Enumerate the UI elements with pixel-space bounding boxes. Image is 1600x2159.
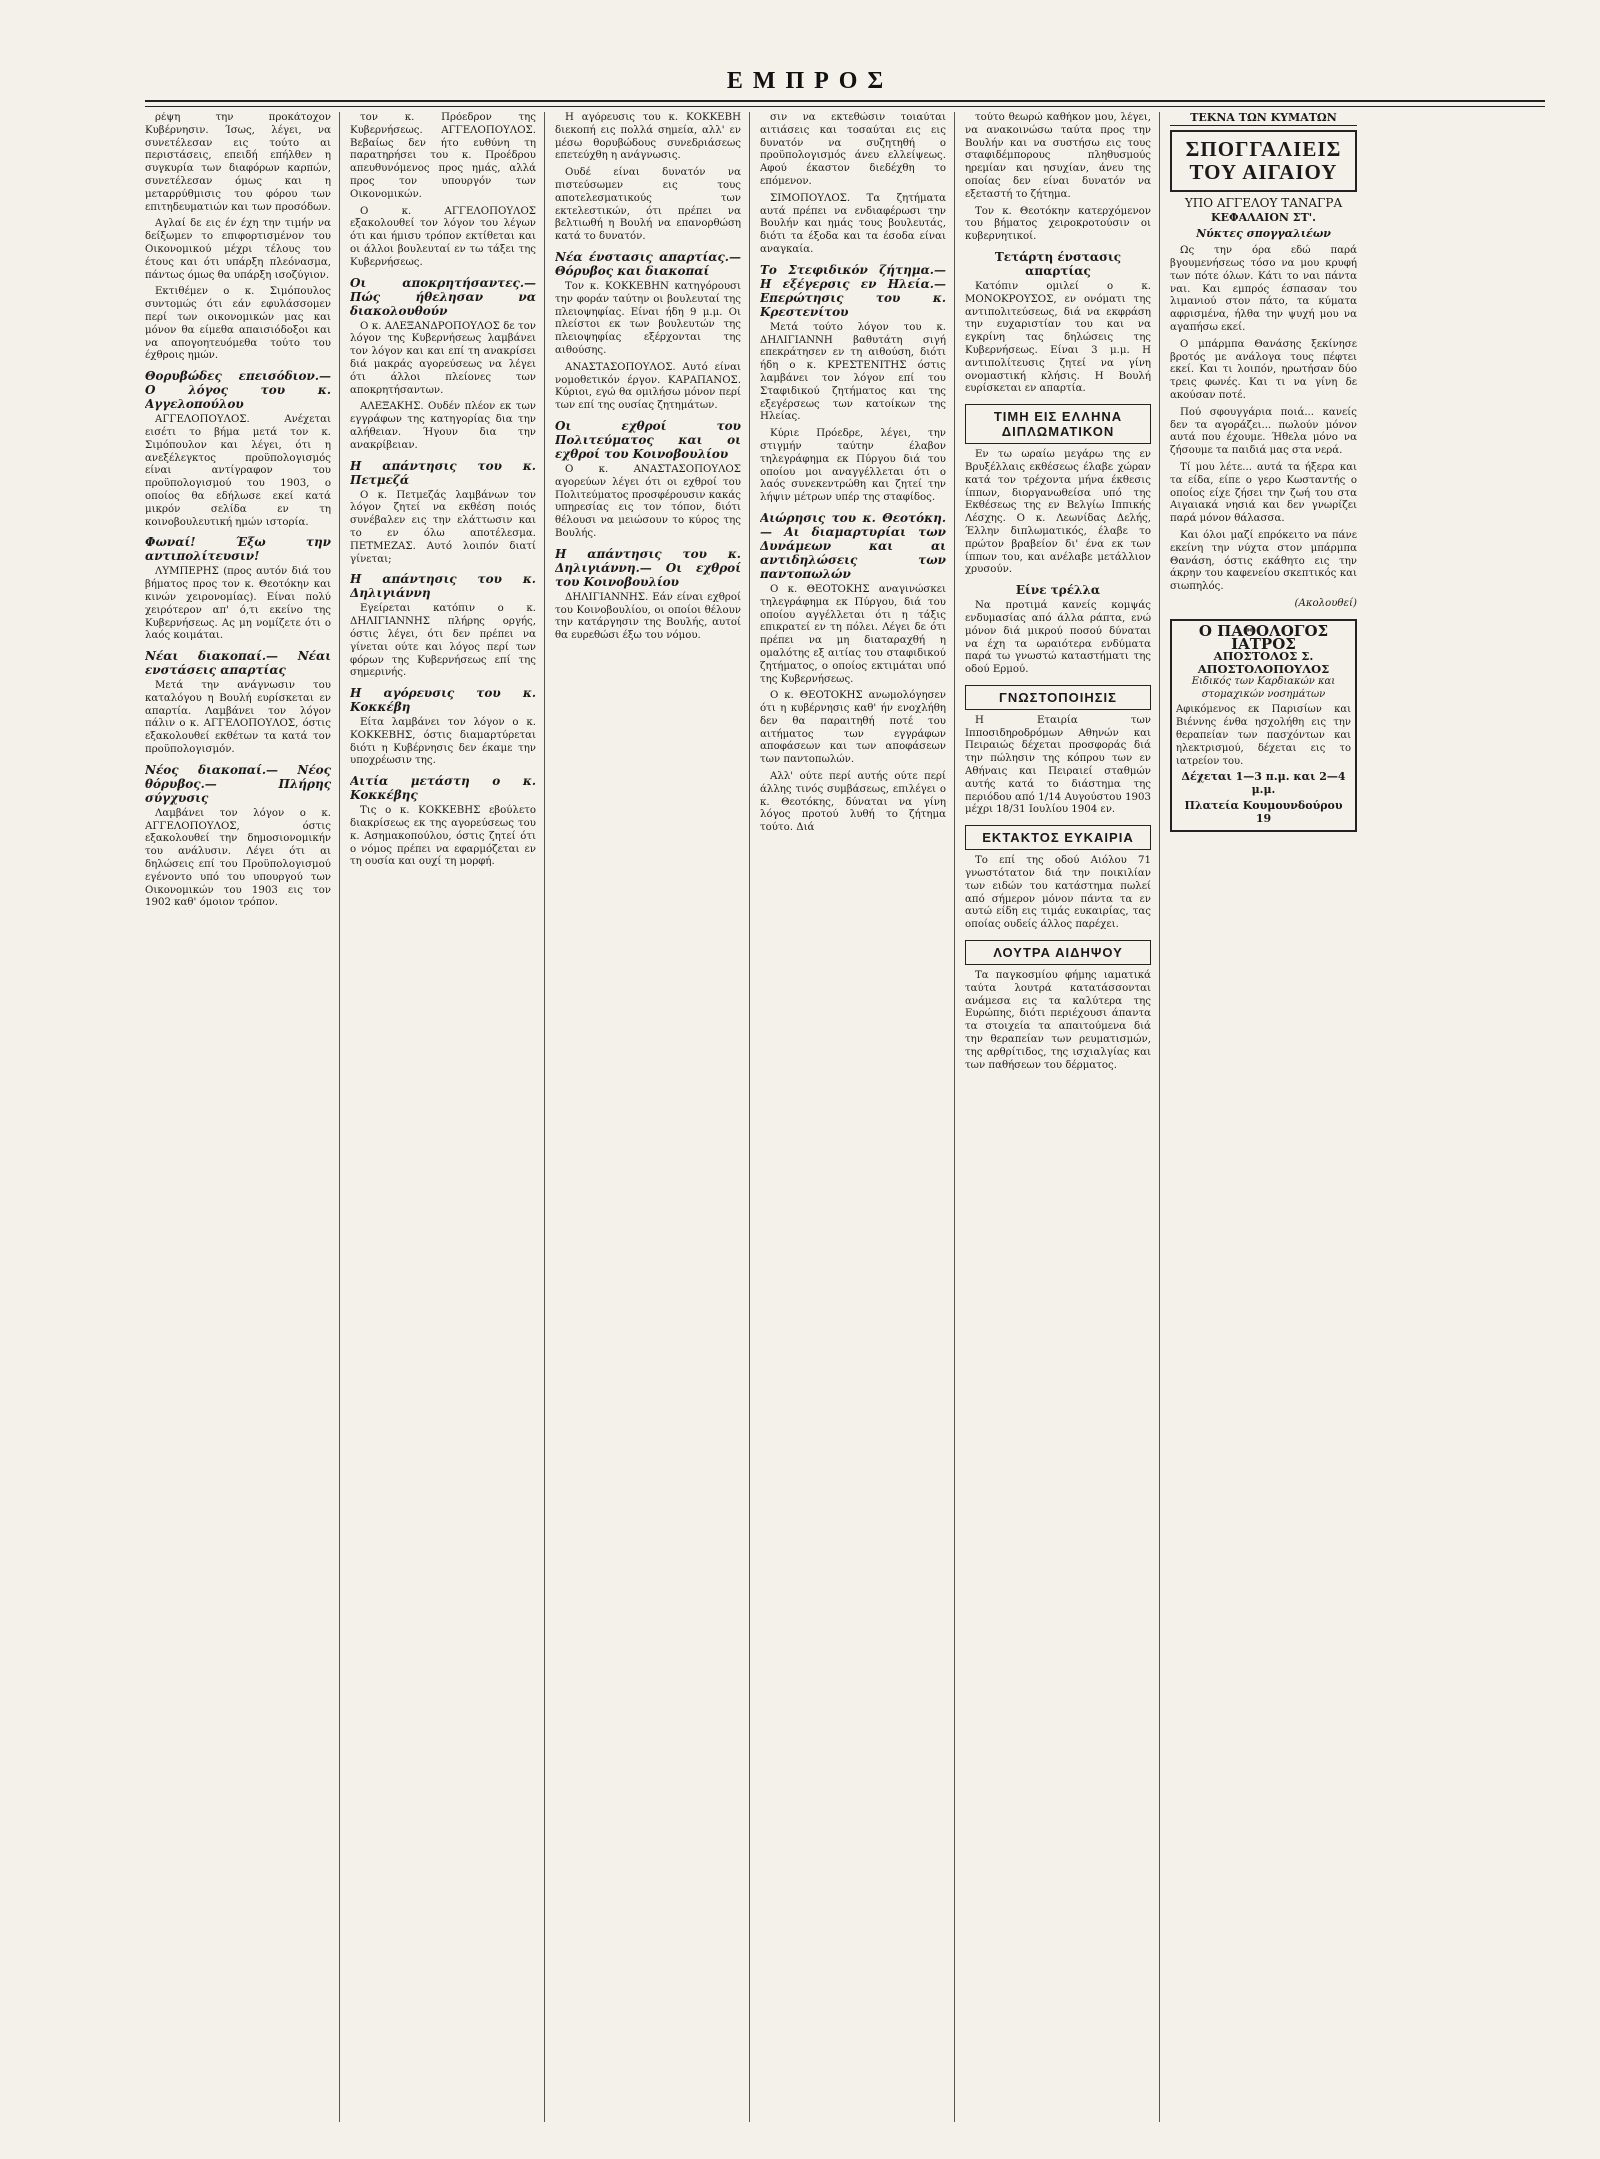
paragraph: Κύριε Πρόεδρε, λέγει, την στιγμήν ταύτην έλαβον τηλεγράφημα εκ Πύργου διά του οποίου μοι αναγγέλλεται ότι ο λαός συνεκεντρώθη και ζητεί την λήψιν μέτρων υπέρ της σταφίδος. bbox=[760, 428, 946, 504]
section-heading: Αιτία μετάστη ο κ. Κοκκέβης bbox=[350, 774, 536, 803]
section-heading: Το Στεφιδικόν ζήτημα.— Η εξέγερσις εν Ηλεία.— Επερώτησις του κ. Κρεστενίτου bbox=[760, 262, 946, 319]
paragraph: Ο κ. Πετμεζάς λαμβάνων τον λόγον ζητεί να εκθέση ποιός συνέβαλεν εις την ελάττωσιν και το εν όλω αποτέλεσμα. ΠΕΤΜΕΖΑΣ. Αυτό λοιπόν διατί γίνεται; bbox=[350, 489, 536, 565]
paragraph: Ο κ. ΘΕΟΤΟΚΗΣ αναγινώσκει τηλεγράφημα εκ Πύργου, διά του οποίου αγγέλλεται ότι η τάξις επικρατεί εν τη πόλει. Λέγει δε ότι πρέπει να μη διαταραχθή η ομαλότης εξ αιτίας του σταφιδικού ζητήματος, ο οποίος εκτιμάται υπό της Κυβερνήσεως. bbox=[760, 583, 946, 685]
section-heading: Αιώρησις του κ. Θεοτόκη.— Αι διαμαρτυρίαι των Δυνάμεων και αι αντιδηλώσεις των παντοπωλών bbox=[760, 510, 946, 581]
serial-chapter: ΚΕΦΑΛΑΙΟΝ ΣΤ'. bbox=[1211, 210, 1316, 224]
paragraph: σιν να εκτεθώσιν τοιαύται αιτιάσεις και τοσαύται εις εις δυνατόν να συζητηθή ο προϋπολογισμός άνευ ελλείψεως. Αφού έκαστον διεδέχθη το επόμενον. bbox=[760, 112, 946, 187]
section-heading: Νέος διακοπαί.— Νέος θόρυβος.— Πλήρης σύγχυσις bbox=[145, 762, 331, 805]
paragraph: Λαμβάνει τον λόγον ο κ. ΑΓΓΕΛΟΠΟΥΛΟΣ, όστις εξακολουθεί την δημοσιονομικήν του ανάλυσιν. Λέγει ότι αι δηλώσεις επί του Προϋπολογισμού εγένοντο υπό του υπουργού των Οικονομικών του 1903 εις τον 1902 καθ' όμοιον τρόπον. bbox=[145, 807, 331, 909]
paragraph: τούτο θεωρώ καθήκον μου, λέγει, να ανακοινώσω ταύτα προς την Βουλήν και να συστήσω εις τους σταφιδέμπορους πληθυσμούς ηρεμίαν και ησυχίαν, άνευ της οποίας δεν είναι δυνατόν να εξεταστή το ζήτημα. bbox=[965, 112, 1151, 200]
paragraph: Εκτιθέμεν ο κ. Σιμόπουλος συντομώς ότι εάν εφυλάσσομεν περί των οικονομικών μας και μόνον θα είμεθα απαισιόδοξοι και να απογοητευόμεθα τούτο του έχθροις ημών. bbox=[145, 286, 331, 362]
paragraph: τον κ. Πρόεδρον της Κυβερνήσεως. ΑΓΓΕΛΟΠΟΥΛΟΣ. Βεβαίως δεν ήτο ευθύνη τη παρατηρήσει του κ. Προέδρου απευθυνόμενος προς ημάς, αλλά προς τον υπουργόν των Οικονομικών. bbox=[350, 112, 536, 200]
paragraph: Το επί της οδού Αιόλου 71 γνωστότατον διά την ποικιλίαν των ειδών του κατάστημα πωλεί από σήμερον μόνον πάντα τα εν αυτώ είδη εις τιμάς ευκαιρίας, τας οποίας ουδείς άλλος παρέχει. bbox=[965, 855, 1151, 931]
paragraph: Ο κ. ΑΛΕΞΑΝΔΡΟΠΟΥΛΟΣ δε τον λόγον της Κυβερνήσεως λαμβάνει τον λόγον και και επί τη ανακρίσει διά μακράς αγορεύσεως να λέγει ότι άλλοι πλείονες των αποκρητήσαντων. bbox=[350, 320, 536, 396]
boxed-heading: ΛΟΥΤΡΑ ΑΙΔΗΨΟΥ bbox=[965, 940, 1151, 965]
paragraph: ΑΛΕΞΑΚΗΣ. Ουδέν πλέον εκ των εγγράφων της κατηγορίας δια την αλήθειαν. Ήγουν δια την ανακρίβειαν. bbox=[350, 401, 536, 451]
top-rule-thin bbox=[145, 106, 1545, 107]
paragraph: ΑΓΓΕΛΟΠΟΥΛΟΣ. Ανέχεται εισέτι το βήμα μετά τον κ. Σιμόπουλον και λέγει, ότι η ανεξέλεγκτος προϋπολογισμός είναι αντίγραφον του προϋπολογισμού του 1903, ο οποίος θα εδήλωσε εκεί κατά μικρόν σελίδα εν τη κοινοβουλευτική ημών ιστορία. bbox=[145, 414, 331, 528]
section-heading: Νέαι διακοπαί.— Νέαι ενστάσεις απαρτίας bbox=[145, 649, 331, 678]
paragraph: Και όλοι μαζί επρόκειτο να πάνε εκείνη την νύχτα στον μπάρμπα Θανάση, όστις εκάθητο εις την άκρην του καφενείου σκεπτικός και σιωπηλός. bbox=[1170, 529, 1357, 593]
boxed-heading: ΕΚΤΑΚΤΟΣ ΕΥΚΑΙΡΙΑ bbox=[965, 825, 1151, 850]
serial-title: ΣΠΟΓΓΑΛΙΕΙΣ ΤΟΥ ΑΙΓΑΙΟΥ bbox=[1170, 130, 1357, 192]
column-4 bbox=[760, 112, 955, 2122]
serial-author: ΥΠΟ ΑΓΓΕΛΟΥ ΤΑΝΑΓΡΑ bbox=[1184, 195, 1343, 210]
doctor-advertisement bbox=[1170, 619, 1357, 832]
section-heading: Η απάντησις του κ. Δηλιγιάννη bbox=[350, 572, 536, 601]
paragraph: Να προτιμά κανείς κομψάς ενδυμασίας από άλλα ράπτα, ενώ μόνον διά μικρού ποσού δύναται να έχη τα ωραιότερα ενδύματα παρά τω γνωστώ καταστήματι της οδού Ερμού. bbox=[965, 600, 1151, 676]
paragraph: Αγλαί δε εις έν έχη την τιμήν να δείξωμεν το επιφορτισμένον του Οικονομικού μέχρι τέλους του έτους και ότι υπάρξη πλεόνασμα, πάντως όμως θα υπάρξη ισοζύγιον. bbox=[145, 218, 331, 281]
ad-heading: Ο ΠΑΘΟΛΟΓΟΣ ΙΑΤΡΟΣ bbox=[1198, 621, 1329, 653]
paragraph: Ο μπάρμπα Θανάσης ξεκίνησε βροτός με ανάλογα τους πέφτει εκεί. Και τι λοιπόν, ηρωτήσαν δύο τρεις φωνές. Και τι να γίνη δε ακούσαν ποτέ. bbox=[1170, 338, 1357, 401]
section-heading: Νέα ένστασις απαρτίας.— Θόρυβος και διακοπαί bbox=[555, 249, 741, 278]
paragraph: ΑΝΑΣΤΑΣΟΠΟΥΛΟΣ. Αυτό είναι νομοθετικόν έργον. ΚΑΡΑΠΑΝΟΣ. Κύριοι, εγώ θα ομιλήσω μόνον περί των επί της ουσίας ζητημάτων. bbox=[555, 361, 741, 412]
section-heading: Η αγόρευσις του κ. Κοκκέβη bbox=[350, 686, 536, 715]
paragraph: Ως την όρα εδώ παρά βγουμενήσεως τόσο να μου κρυφή των πότε όλων. Κάτι το ναι πάντα ναι. Και εμπρός έσπασαν του λιμανιού στον πάτο, τα κύματα αφρισμένα, ήλθα την ψυχή μου να αγαπήσω εκεί. bbox=[1170, 245, 1357, 333]
boxed-heading: ΓΝΩΣΤΟΠΟΙΗΣΙΣ bbox=[965, 685, 1151, 710]
column-2 bbox=[350, 112, 545, 2122]
boxed-heading: ΤΙΜΗ ΕΙΣ ΕΛΛΗΝΑ ΔΙΠΛΩΜΑΤΙΚΟΝ bbox=[965, 404, 1151, 444]
column-1 bbox=[145, 112, 340, 2122]
section-heading: Οι εχθροί του Πολιτεύματος και οι εχθροί του Κοινοβουλίου bbox=[555, 418, 741, 461]
ad-name: ΑΠΟΣΤΟΛΟΣ Σ. ΑΠΟΣΤΟΛΟΠΟΥΛΟΣ bbox=[1197, 649, 1330, 677]
paragraph: Είτα λαμβάνει τον λόγον ο κ. ΚΟΚΚΕΒΗΣ, όστις διαμαρτύρεται διότι η Κυβέρνησις δεν έκαμε την υποχρέωσιν της. bbox=[350, 717, 536, 767]
paragraph: Ο κ. ΑΓΓΕΛΟΠΟΥΛΟΣ εξακολουθεί τον λόγον του λέγων ότι και ήμισυ τρόπον εκτίθεται και οι άλλοι βουλευταί εν τω τάξει της Κυβερνήσεως. bbox=[350, 205, 536, 268]
newspaper-page bbox=[145, 112, 1545, 2122]
paragraph: Τον κ. ΚΟΚΚΕΒΗΝ κατηγόρουσι την φοράν ταύτην οι βουλευταί της πλειοψηφίας. Είναι ήδη 9 μ.μ. Οι πλείστοι εκ των βουλευτών της πλειοψηφίας εξέρχονται της αιθούσης. bbox=[555, 280, 741, 356]
ad-address: Πλατεία Κουμουνδούρου 19 bbox=[1184, 799, 1343, 825]
masthead: ΕΜΠΡΟΣ bbox=[726, 68, 894, 94]
ad-hours: Δέχεται 1—3 π.μ. και 2—4 μ.μ. bbox=[1181, 770, 1346, 797]
section-heading: Φωναί! Έξω την αντιπολίτευσιν! bbox=[145, 535, 331, 564]
column-6-serial bbox=[1170, 112, 1365, 2122]
paragraph: Τις ο κ. ΚΟΚΚΕΒΗΣ εβούλετο διακρίσεως εκ της αγορεύσεως του κ. Ασημακοπούλου, όστις ζητεί ότι ο νόμος πρέπει να εφαρμόζεται εν τη ουσία και ουχί τη μορφή. bbox=[350, 805, 536, 868]
paragraph: ΔΗΛΙΓΙΑΝΝΗΣ. Εάν είναι εχθροί του Κοινοβουλίου, οι οποίοι θέλουν την κατάργησιν της Βουλής, αυτοί θα ευρεθώσι έξω του νόμου. bbox=[555, 591, 741, 642]
ad-text: Αφικόμενος εκ Παρισίων και Βιέννης ένθα ησχολήθη εις την θεραπείαν των πασχόντων και ηλεκτρισμού, δέχεται εις το ιατρείον του. bbox=[1176, 704, 1351, 767]
paragraph: Τα παγκοσμίου φήμης ιαματικά ταύτα λουτρά κατατάσσονται ανάμεσα εις τα καλύτερα της Ευρώπης, διότι περιέχουσι άπαντα τα στοιχεία τα απαιτούμενα διά την θεραπείαν των ρευματισμών, της αρθρίτιδος, της ισχιαλγίας και των παθήσεων του δέρματος. bbox=[965, 970, 1151, 1071]
paragraph: Μετά την ανάγνωσιν του καταλόγου η Βουλή ευρίσκεται εν απαρτία. Λαμβάνει τον λόγον πάλιν ο κ. ΑΓΓΕΛΟΠΟΥΛΟΣ, όστις εξακολουθεί εκθέτων τα κατά τον προϋπολογισμόν. bbox=[145, 680, 331, 756]
paragraph: Τον κ. Θεοτόκην κατερχόμενον του βήματος χειροκροτούσιν οι κυβερνητικοί. bbox=[965, 205, 1151, 243]
column-5 bbox=[965, 112, 1160, 2122]
paragraph: Τί μου λέτε... αυτά τα ήξερα και τα είδα, είπε ο γερο Κωσταντής ο οποίος είχε ζήσει την ζωή του στα Αιγαιακά νησιά και δεν γνωρίζει παρά μόνον θάλασσα. bbox=[1170, 461, 1357, 525]
serial-series-title: ΤΕΚΝΑ ΤΩΝ ΚΥΜΑΤΩΝ bbox=[1170, 112, 1357, 126]
section-heading: Θορυβώδες επεισόδιον.— Ο λόγος του κ. Αγγελοπούλου bbox=[145, 369, 331, 412]
section-heading: Είνε τρέλλα bbox=[1015, 583, 1101, 598]
ad-specialty: Ειδικός των Καρδιακών και στομαχικών νοσημάτων bbox=[1191, 675, 1336, 700]
paragraph: Εγείρεται κατόπιν ο κ. ΔΗΛΙΓΙΑΝΝΗΣ πλήρης οργής, όστις λέγει, ότι δεν πρέπει να γίνεται ούτε και λόγος περί των φόρων της Κυβερνήσεως επί της σημερινής. bbox=[350, 603, 536, 679]
paragraph: Η αγόρευσις του κ. ΚΟΚΚΕΒΗ διεκοπή εις πολλά σημεία, αλλ' εν μέσω θορυβώδους συνεδριάσεως επετεύχθη η ανάγνωσις. bbox=[555, 112, 741, 162]
section-heading: Η απάντησις του κ. Πετμεζά bbox=[350, 458, 536, 487]
section-heading: Τετάρτη ένστασις απαρτίας bbox=[994, 249, 1122, 278]
paragraph: Ο κ. ΘΕΟΤΟΚΗΣ ανωμολόγησεν ότι η κυβέρνησις καθ' ήν ενοχλήθη δεν θα παραιτηθή ποτέ του αιτήματος των εγγράφων αποφάσεων και των αποφάσεων των παντοπωλών. bbox=[760, 690, 946, 766]
continued-note: (Ακολουθεί) bbox=[1294, 597, 1357, 609]
paragraph: Ο κ. ΑΝΑΣΤΑΣΟΠΟΥΛΟΣ αγορεύων λέγει ότι οι εχθροί του Πολιτεύματος προσφέρουσιν κακάς υπηρεσίας εις τον τόπον, διότι θέλουσι να μειώσουν το κύρος της Βουλής. bbox=[555, 463, 741, 539]
section-heading: Οι αποκρητήσαντες.— Πώς ήθελησαν να διακολουθούν bbox=[350, 275, 536, 318]
paragraph: ρέψη την προκάτοχον Κυβέρνησιν. Ίσως, λέγει, να συνετέλεσαν εις τούτο αι περιστάσεις, επειδή επήλθεν η συγκυρία των διαφόρων καρπών, συνετέλεσαν όμως και η μεταρρύθμισις του φόρου των επιτηδευματιών και των προσόδων. bbox=[145, 112, 331, 213]
paragraph: Πού σφουγγάρια ποιά... κανείς δεν τα αγοράζει... πωλούν μόνον αυτά που έχουμε. Ήθελα μόνο να ζήσουμε τα παιδιά μας στα νερά. bbox=[1170, 406, 1357, 457]
paragraph: Η Εταιρία των Ιπποσιδηροδρόμων Αθηνών και Πειραιώς δέχεται προσφοράς διά την πώλησιν της κόπρου των εν Αθήναις και Πειραιεί σταθμών αυτής κατά το διάστημα της περιόδου από 1/14 Αυγούστου 1903 μέχρι 18/31 Ιουλίου 1904 εν. bbox=[965, 714, 1151, 816]
paragraph: Ουδέ είναι δυνατόν να πιστεύσωμεν εις τους αποτελεσματικούς των εκτελεστικών, ότι πρέπει να βελτιωθή η Βουλή να επανορθώση κατά το δυνατόν. bbox=[555, 167, 741, 243]
paragraph: Εν τω ωραίω μεγάρω της εν Βρυξέλλαις εκθέσεως έλαβε χώραν κατά τον τρέχοντα μήνα έκθεσις ίππων, διοργανωθείσα υπό της Εκθέσεως της εν Βελγίω Ιππικής Λέσχης. Ο κ. Λεωνίδας Δελής, Έλλην διπλωματικός, έλαβε το πρώτον βραβείον δι' ένα εκ των ίππων του, και ανέλαβε μετάλλιον χρυσούν. bbox=[965, 449, 1151, 576]
column-3 bbox=[555, 112, 750, 2122]
serial-subtitle: Νύκτες σπογγαλιέων bbox=[1196, 227, 1331, 241]
paragraph: Κατόπιν ομιλεί ο κ. ΜΟΝΟΚΡΟΥΣΟΣ, εν ονόματι της αντιπολιτεύσεως, διά να εκφράση την ευχαριστίαν του και να εγκρίνη τας δηλώσεις της Κυβερνήσεως. Είναι 3 μ.μ. Η αντιπολίτευσις ζητεί να γίνη ονομαστική κλήσις. Η Βουλή ευρίσκεται εν απαρτία. bbox=[965, 280, 1151, 395]
paragraph: Αλλ' ούτε περί αυτής ούτε περί άλλης τινός συμβάσεως, επιλέγει ο κ. Θεοτόκης, δύναται να γίνη λόγος προτού λυθή το ζήτημα τούτο. Διά bbox=[760, 771, 946, 834]
paragraph: Μετά τούτο λόγον του κ. ΔΗΛΙΓΙΑΝΝΗ βαθυτάτη σιγή επεκράτησεν εν τη αιθούση, διότι ήδη ο κ. ΚΡΕΣΤΕΝΙΤΗΣ όστις λαμβάνει τον λόγον επί του Σταφιδικού ζητήματος και της εξεγέρσεως των κατοίκων της Ηλείας. bbox=[760, 321, 946, 423]
paragraph: ΛΥΜΠΕΡΗΣ (προς αυτόν διά του βήματος προς τον κ. Θεοτόκην και κινών χειρονομίας). Είναι πολύ χειρότερον απ' ό,τι εκείνο της Κυβερνήσεως. Ας μη νομίζετε ότι ο λαός κοιμάται. bbox=[145, 566, 331, 642]
top-rule bbox=[145, 100, 1545, 102]
paragraph: ΣΙΜΟΠΟΥΛΟΣ. Τα ζητήματα αυτά πρέπει να ενδιαφέρωσι την Βουλήν και ημάς τους βουλευτάς, διότι τα έξοδα και τα έσοδα είναι αναγκαία. bbox=[760, 192, 946, 255]
section-heading: Η απάντησις του κ. Δηλιγιάννη.— Οι εχθροί του Κοινοβουλίου bbox=[555, 546, 741, 589]
